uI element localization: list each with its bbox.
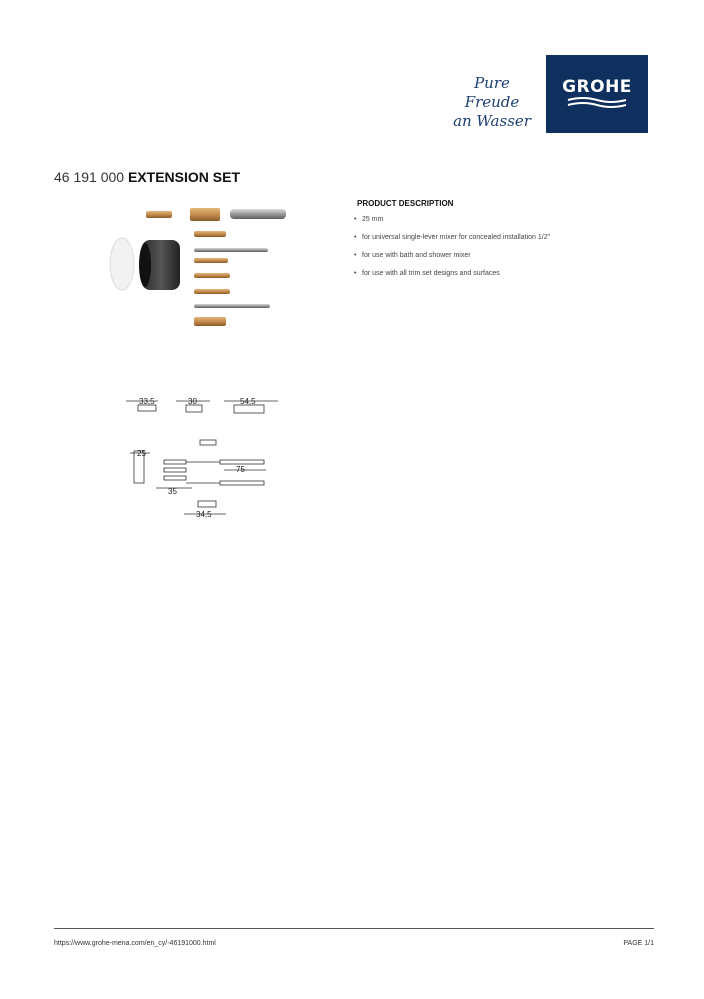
description-item: • for use with all trim set designs and surfaces [357, 269, 657, 278]
dim-label-5: 75 [236, 465, 245, 474]
brand-tagline [446, 74, 538, 131]
product-number: 46 191 000 [54, 169, 125, 185]
description-item: • for universal single-lever mixer for concealed installation 1/2" [357, 233, 657, 242]
grohe-logo [546, 55, 648, 133]
page-number: PAGE 1/1 [623, 940, 654, 947]
logo-wordmark: GROHE [562, 77, 632, 97]
dim-label-6: 35 [168, 487, 177, 496]
dimension-drawing [120, 388, 290, 524]
product-description [357, 199, 657, 287]
water-wave-icon [566, 97, 628, 111]
tagline-line-1: Pure Freude [464, 74, 520, 111]
dim-label-7: 34,5 [196, 510, 212, 519]
description-list [357, 215, 657, 278]
description-item: • 25 mm [357, 215, 657, 224]
footer-divider [54, 928, 654, 929]
description-heading: PRODUCT DESCRIPTION [357, 199, 454, 208]
dim-label-2: 30 [188, 397, 197, 406]
dim-label-1: 33,5 [139, 397, 155, 406]
footer-url[interactable]: https://www.grohe-mena.com/en_cy/-46191000.html [54, 940, 216, 947]
tagline-line-2: an Wasser [453, 112, 531, 130]
product-name: EXTENSION SET [127, 169, 240, 185]
dim-label-3: 54,5 [240, 397, 256, 406]
dim-label-4: 25 [137, 449, 146, 458]
product-title [54, 169, 240, 185]
product-photo [100, 200, 300, 340]
description-item: • for use with bath and shower mixer [357, 251, 657, 260]
